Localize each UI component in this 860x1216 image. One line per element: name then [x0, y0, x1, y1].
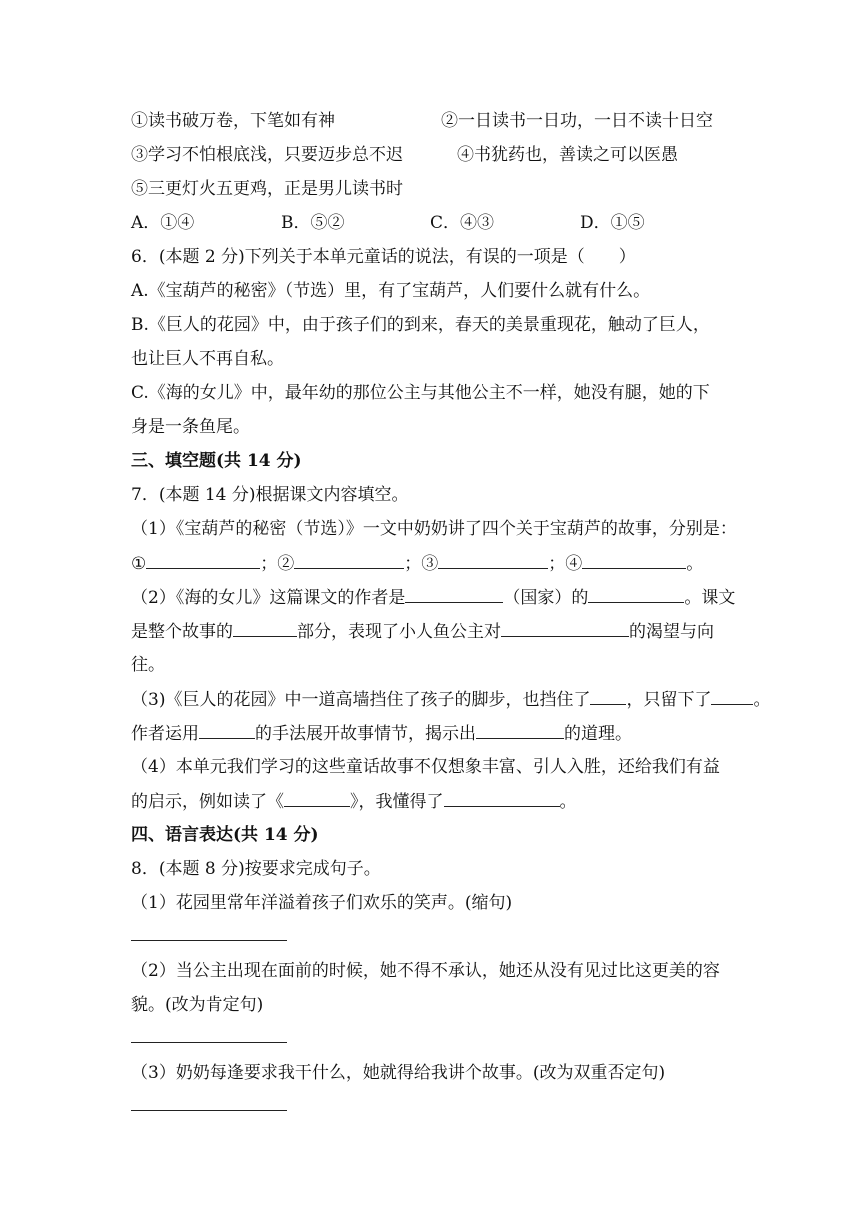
text: 。 [753, 690, 771, 710]
text: 。 [559, 792, 577, 812]
q6-option-c-line1[interactable]: C.《海的女儿》中，最年幼的那位公主与其他公主不一样，她没有腿，她的下 [131, 383, 710, 403]
text: 的手法展开故事情节，揭示出 [255, 724, 476, 744]
text: 的渴望与向 [629, 622, 714, 642]
fill-blank[interactable] [438, 552, 548, 569]
q7-part3-line2 [131, 722, 632, 745]
q6-option-c-line2[interactable]: 身是一条鱼尾。 [131, 417, 250, 437]
option-c[interactable]: C．④③ [430, 213, 495, 233]
fill-blank[interactable] [582, 552, 686, 569]
fill-blank[interactable] [711, 688, 753, 705]
fill-blank[interactable] [405, 586, 503, 603]
q7-part4-line1: （4）本单元我们学习的这些童话故事不仅想象丰富、引人入胜，还给我们有益 [131, 757, 720, 777]
text: 是整个故事的 [131, 622, 233, 642]
blank-label-3: ；③ [404, 554, 439, 574]
answer-line[interactable] [131, 1042, 287, 1043]
text: ，只留下了 [626, 690, 712, 710]
q6-option-a[interactable]: A.《宝葫芦的秘密》（节选）里，有了宝葫芦，人们要什么就有什么。 [131, 281, 651, 301]
question-6-stem: 6．(本题 2 分)下列关于本单元童话的说法，有误的一项是（ ） [131, 247, 636, 267]
q7-part3-line1 [131, 688, 770, 711]
q8-sentence-2-line2: 貌。(改为肯定句) [131, 995, 264, 1015]
q7-part2-line1 [131, 586, 735, 609]
punct: 。 [686, 554, 704, 574]
fill-blank[interactable] [444, 790, 560, 807]
q7-part1-line2 [131, 552, 703, 575]
q7-part1-line1: （1）《宝葫芦的秘密（节选）》一文中奶奶讲了四个关于宝葫芦的故事，分别是： [131, 519, 737, 539]
blank-label-1: ① [131, 554, 147, 574]
fill-blank[interactable] [590, 688, 626, 705]
q6-option-b-line1[interactable]: B.《巨人的花园》中，由于孩子们的到来，春天的美景重现花，触动了巨人， [131, 315, 710, 335]
text: （国家）的 [503, 588, 589, 608]
text: 》，我懂得了 [350, 792, 444, 812]
q7-part2-line2 [131, 620, 714, 643]
section-4-title: 四、语言表达(共 14 分) [131, 825, 319, 845]
q6-option-b-line2[interactable]: 也让巨人不再自私。 [131, 349, 284, 369]
fill-blank[interactable] [476, 722, 564, 739]
proverb-4: ④书犹药也，善读之可以医愚 [457, 145, 678, 165]
q7-part4-line2 [131, 790, 577, 813]
fill-blank[interactable] [233, 620, 297, 637]
fill-blank[interactable] [146, 552, 260, 569]
fill-blank[interactable] [588, 586, 684, 603]
q8-sentence-2-line1: （2）当公主出现在面前的时候，她不得不承认，她还从没有见过比这更美的容 [131, 961, 720, 981]
proverb-1: ①读书破万卷，下笔如有神 [131, 111, 335, 131]
text: 作者运用 [131, 724, 199, 744]
answer-line[interactable] [131, 1110, 287, 1111]
proverb-5: ⑤三更灯火五更鸡，正是男儿读书时 [131, 179, 403, 199]
question-7-stem: 7．(本题 14 分)根据课文内容填空。 [131, 485, 409, 505]
q8-sentence-3: （3）奶奶每逢要求我干什么，她就得给我讲个故事。(改为双重否定句) [131, 1063, 666, 1083]
proverb-3: ③学习不怕根底浅，只要迈步总不迟 [131, 145, 403, 165]
fill-blank[interactable] [501, 620, 629, 637]
proverb-2: ②一日读书一日功，一日不读十日空 [441, 111, 713, 131]
text: 的道理。 [564, 724, 632, 744]
section-3-title: 三、填空题(共 14 分) [131, 451, 302, 471]
option-b[interactable]: B．⑤② [281, 213, 345, 233]
q7-part2-line3: 往。 [131, 655, 165, 675]
q8-sentence-1: （1）花园里常年洋溢着孩子们欢乐的笑声。(缩句) [131, 893, 513, 913]
question-8-stem: 8．(本题 8 分)按要求完成句子。 [131, 859, 381, 879]
text: 。课文 [684, 588, 736, 608]
answer-line[interactable] [131, 940, 287, 941]
fill-blank[interactable] [294, 552, 404, 569]
text: 部分，表现了小人鱼公主对 [297, 622, 501, 642]
text: 的启示，例如读了《 [131, 792, 284, 812]
text: （2）《海的女儿》这篇课文的作者是 [131, 588, 406, 608]
blank-label-4: ；④ [548, 554, 583, 574]
fill-blank[interactable] [199, 722, 255, 739]
option-a[interactable]: A．①④ [131, 213, 195, 233]
text: （3)《巨人的花园》中一道高墙挡住了孩子的脚步，也挡住了 [131, 690, 591, 710]
option-d[interactable]: D．①⑤ [580, 213, 645, 233]
fill-blank[interactable] [284, 790, 350, 807]
blank-label-2: ；② [260, 554, 295, 574]
